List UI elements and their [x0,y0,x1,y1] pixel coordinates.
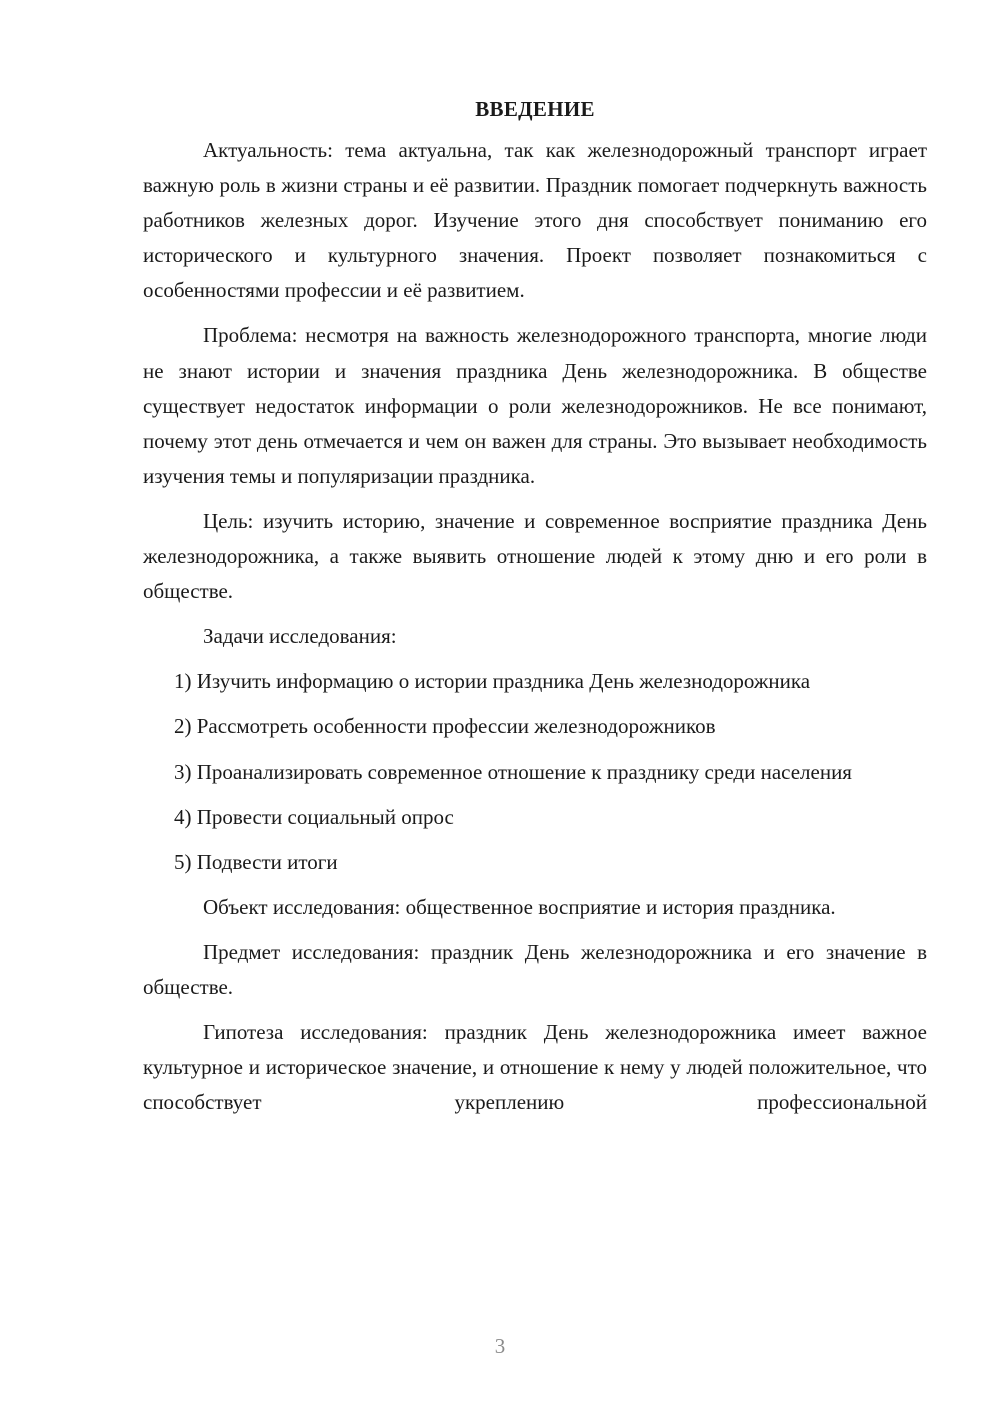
object-paragraph: Объект исследования: общественное восприятие и история праздника. [203,894,836,919]
hypothesis-paragraph: Гипотеза исследования: праздник День железнодорожника имеет важное культурное и историческое значение, и отношение к нему у людей положительное, что способствует укреплению профессиональной [143,1020,927,1115]
goal-paragraph: Цель: изучить историю, значение и современное восприятие праздника День железнодорожника, а также выявить отношение людей к этому дню и его роли в обществе. [143,508,927,604]
task-item-2: 2) Рассмотреть особенности профессии железнодорожников [174,714,716,739]
document-page [143,92,927,1130]
task-item-4: 4) Провести социальный опрос [174,804,454,829]
problem-paragraph: Проблема: несмотря на важность железнодорожного транспорта, многие люди не знают истории и значения праздника День железнодорожника. В обществе существует недостаток информации о роли железнодорожников. Не все понимают, почему этот день отмечается и чем он важен для страны. Это вызывает необходимость изучения темы и популяризации праздника. [143,323,927,488]
task-item-5: 5) Подвести итоги [174,849,338,874]
tasks-heading: Задачи исследования: [203,624,397,649]
subject-paragraph: Предмет исследования: праздник День железнодорожника и его значение в обществе. [143,939,927,999]
task-item-1: 1) Изучить информацию о истории праздника День железнодорожника [174,669,811,694]
page-number: 3 [494,1334,506,1358]
relevance-paragraph: Актуальность: тема актуальна, так как железнодорожный транспорт играет важную роль в жизни страны и её развитии. Праздник помогает подчеркнуть важность работников железных дорог. Изучение этого дня способствует пониманию его исторического и культурного значения. Проект позволяет познакомиться с особенностями профессии и её развитием. [143,138,927,303]
task-item-3: 3) Проанализировать современное отношение к празднику среди населения [174,759,852,784]
section-title: ВВЕДЕНИЕ [475,97,595,121]
